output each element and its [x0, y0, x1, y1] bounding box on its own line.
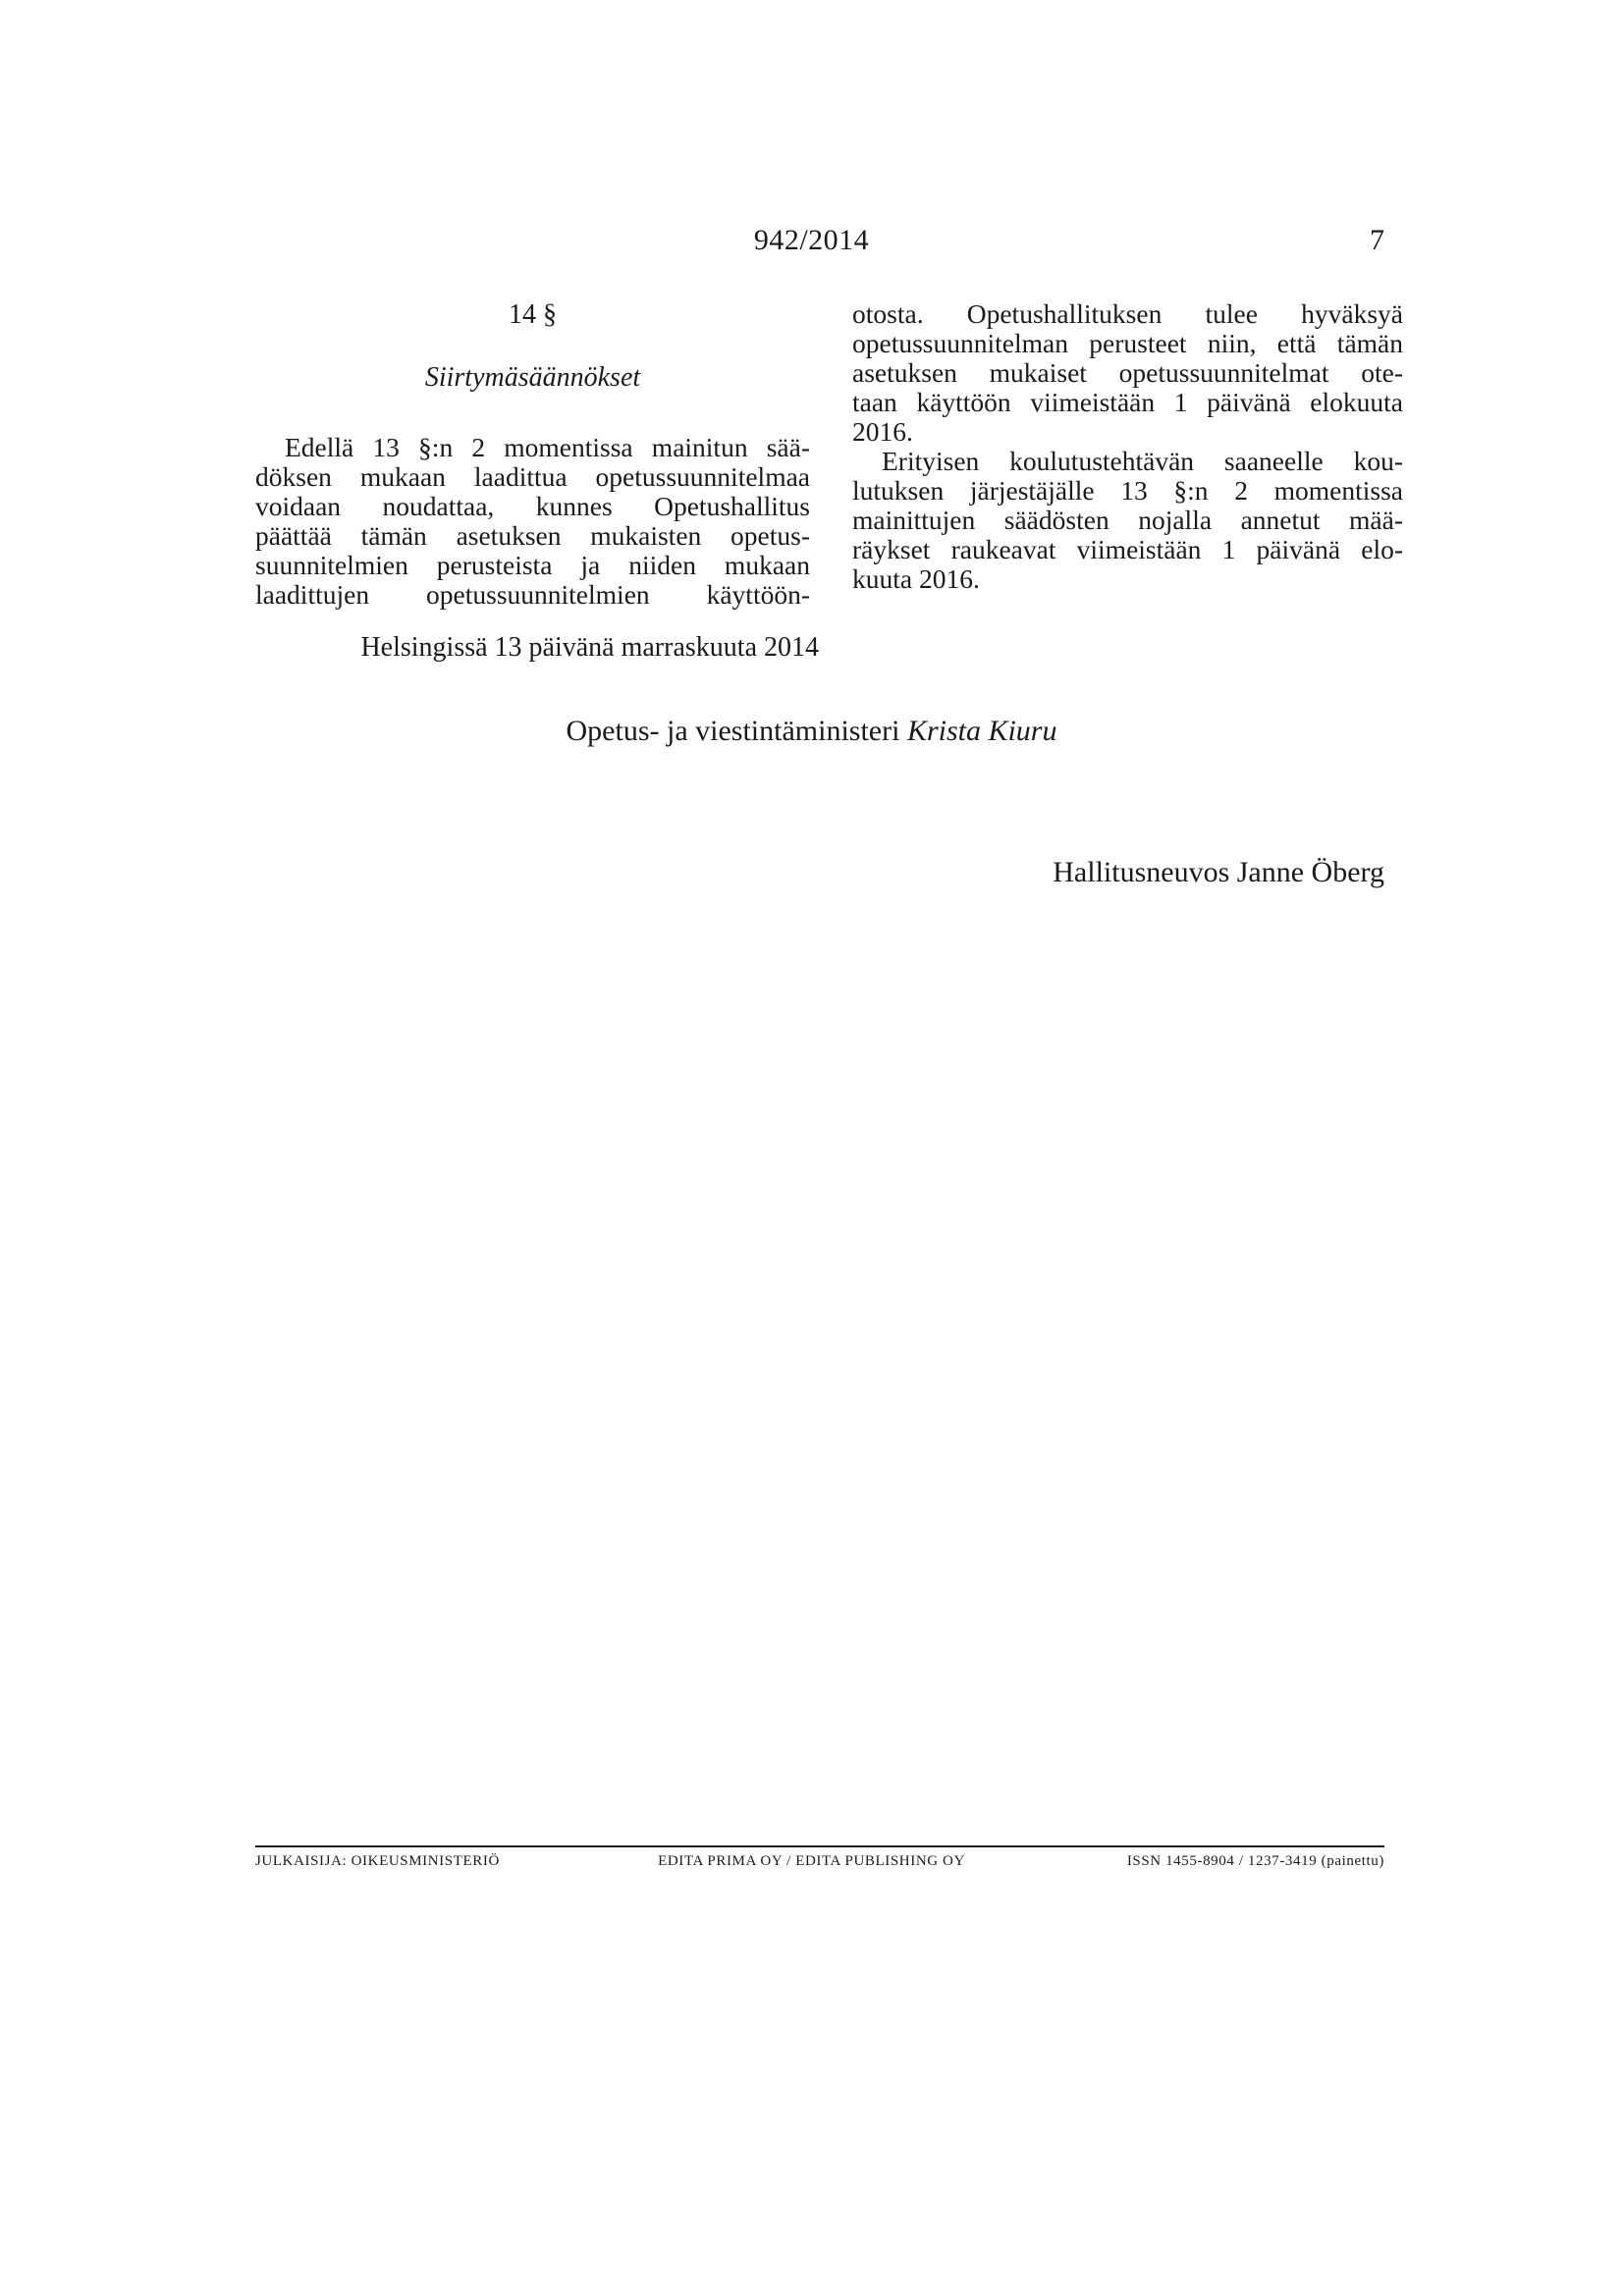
minister-signature: [0, 715, 1623, 748]
section-paragraph: [255, 433, 810, 610]
text-line: kuuta 2016.: [852, 563, 980, 594]
right-column: [852, 299, 1403, 594]
footer-publisher: JULKAISIJA: OIKEUSMINISTERIÖ: [255, 1853, 500, 1869]
dateline: Helsingissä 13 päivänä marraskuuta 2014: [360, 632, 819, 663]
official-signature: Hallitusneuvos Janne Öberg: [1053, 856, 1384, 888]
footer-divider: [255, 1845, 1384, 1847]
minister-title: Opetus- ja viestintäministeri: [566, 715, 907, 747]
minister-name: Krista Kiuru: [906, 715, 1057, 747]
page-number: 7: [1370, 224, 1384, 256]
text-line: Erityisen koulutustehtävän saaneelle kou-: [882, 446, 1403, 476]
text-line: suunnitelmien perusteista ja niiden mukaan: [255, 550, 810, 580]
left-column: [255, 299, 810, 610]
section-number: 14 §: [509, 299, 557, 330]
text-line: lutuksen järjestäjälle 13 §:n 2 momentissa: [852, 475, 1403, 506]
section-title: Siirtymäsäännökset: [424, 362, 641, 393]
text-line: räykset raukeavat viimeistään 1 päivänä elo-: [852, 534, 1403, 564]
text-line: otosta. Opetushallituksen tulee hyväksyä: [852, 298, 1403, 329]
text-line: päättää tämän asetuksen mukaisten opetus-: [255, 520, 810, 551]
text-line: laadittujen opetussuunnitelmien käyttöön-: [255, 579, 810, 610]
footer-printer: EDITA PRIMA OY / EDITA PUBLISHING OY: [658, 1853, 965, 1869]
text-line: Edellä 13 §:n 2 momentissa mainitun sää-: [285, 432, 810, 462]
text-line: taan käyttöön viimeistään 1 päivänä elokuuta: [852, 387, 1403, 417]
text-line: asetuksen mukaiset opetussuunnitelmat ote-: [852, 357, 1403, 388]
footer-issn: ISSN 1455-8904 / 1237-3419 (painettu): [1126, 1853, 1384, 1869]
continued-paragraph: [852, 299, 1403, 447]
text-line: döksen mukaan laadittua opetussuunnitelmaa: [255, 461, 810, 492]
document-number: 942/2014: [753, 224, 870, 256]
paragraph: [852, 447, 1403, 594]
text-line: opetussuunnitelman perusteet niin, että tämän: [852, 328, 1403, 358]
text-line: 2016.: [852, 416, 913, 447]
text-line: voidaan noudattaa, kunnes Opetushallitus: [255, 491, 810, 521]
text-line: mainittujen säädösten nojalla annetut mää-: [852, 505, 1403, 535]
